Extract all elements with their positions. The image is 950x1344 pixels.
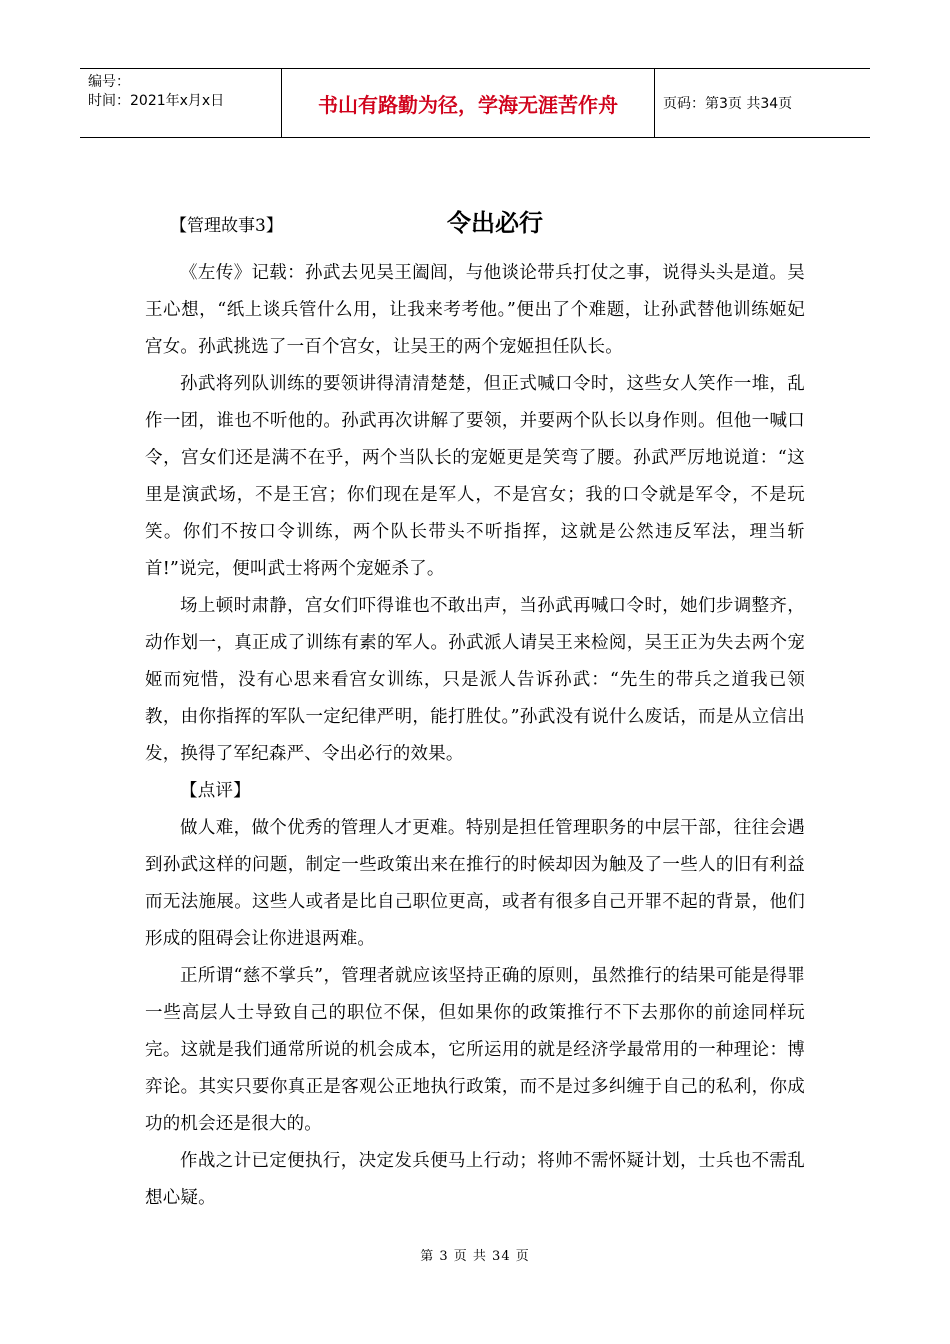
header-table — [80, 68, 870, 138]
paragraph: 《左传》记载：孙武去见吴王阖闾，与他谈论带兵打仗之事，说得头头是道。吴王心想，“纸上谈兵管什么用，让我来考考他。”便出了个难题，让孙武替他训练姬妃宫女。孙武挑选了一百个宫女，让吴王的两个宠姬担任队长。 — [145, 263, 805, 357]
page-footer — [0, 1245, 950, 1264]
header-motto-cell — [282, 69, 655, 137]
document-date-label: 时间：2021年x月x日 — [88, 93, 225, 109]
header-page-cell — [655, 69, 870, 137]
story-title-row — [170, 203, 870, 239]
footer-page-number: 第 3 页 共 34 页 — [420, 1249, 530, 1264]
header-meta-cell — [80, 69, 282, 137]
story-title: 令出必行 — [447, 209, 543, 237]
paragraph: 做人难，做个优秀的管理人才更难。特别是担任管理职务的中层干部，往往会遇到孙武这样的问题，制定一些政策出来在推行的时候却因为触及了一些人的旧有利益而无法施展。这些人或者是比自己职位更高，或者有很多自己开罪不起的背景，他们形成的阻碍会让你进退两难。 — [145, 818, 805, 949]
document-body — [145, 255, 805, 1217]
header-motto: 书山有路勤为径，学海无涯苦作舟 — [318, 92, 618, 117]
header-page-info: 页码：第3页 共34页 — [663, 96, 793, 112]
commentary-heading: 【点评】 — [180, 781, 251, 801]
paragraph: 孙武将列队训练的要领讲得清清楚楚，但正式喊口令时，这些女人笑作一堆，乱作一团，谁也不听他的。孙武再次讲解了要领，并要两个队长以身作则。但他一喊口令，宫女们还是满不在乎，两个当队长的宠姬更是笑弯了腰。孙武严厉地说道：“这里是演武场，不是王宫；你们现在是军人，不是宫女；我的口令就是军令，不是玩笑。你们不按口令训练，两个队长带头不听指挥，这就是公然违反军法，理当斩首!”说完，便叫武士将两个宠姬杀了。 — [145, 374, 805, 579]
story-tag: 【管理故事3】 — [170, 216, 283, 236]
document-number-label: 编号： — [88, 74, 130, 90]
paragraph: 场上顿时肃静，宫女们吓得谁也不敢出声，当孙武再喊口令时，她们步调整齐，动作划一，真正成了训练有素的军人。孙武派人请吴王来检阅，吴王正为失去两个宠姬而宛惜，没有心思来看宫女训练，只是派人告诉孙武：“先生的带兵之道我已领教，由你指挥的军队一定纪律严明，能打胜仗。”孙武没有说什么废话，而是从立信出发，换得了军纪森严、令出必行的效果。 — [145, 596, 805, 764]
paragraph: 正所谓“慈不掌兵”，管理者就应该坚持正确的原则，虽然推行的结果可能是得罪一些高层人士导致自己的职位不保，但如果你的政策推行不下去那你的前途同样玩完。这就是我们通常所说的机会成本，它所运用的就是经济学最常用的一种理论：博弈论。其实只要你真正是客观公正地执行政策，而不是过多纠缠于自己的私利，你成功的机会还是很大的。 — [145, 966, 805, 1134]
paragraph: 作战之计已定便执行，决定发兵便马上行动；将帅不需怀疑计划，士兵也不需乱想心疑。 — [145, 1151, 805, 1208]
